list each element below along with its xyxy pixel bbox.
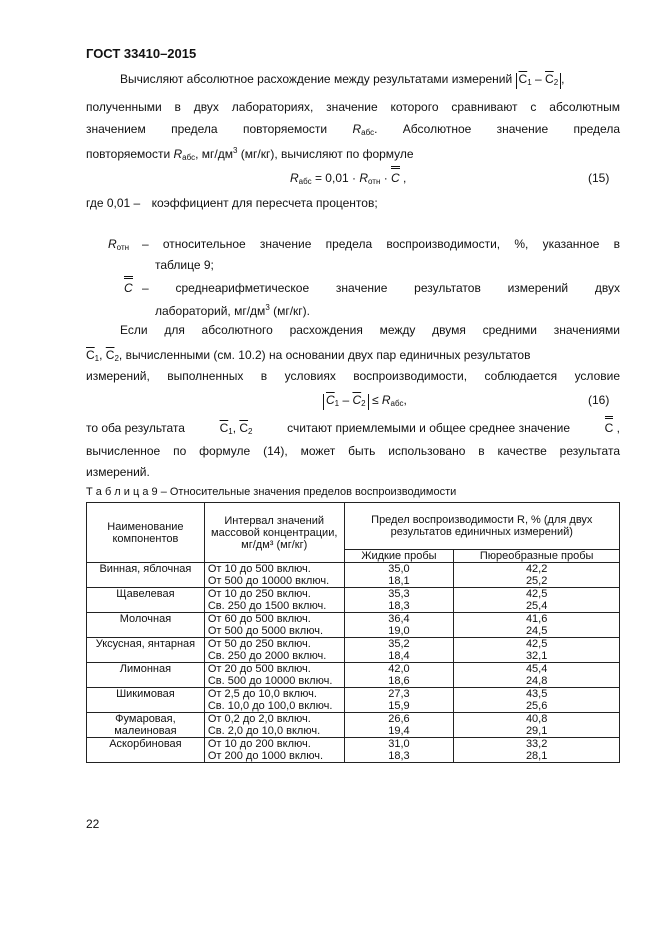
interval-cell: От 10 до 250 включ. xyxy=(204,588,344,601)
r-sub: абс xyxy=(361,128,375,137)
liquid-value-cell: 35,2 xyxy=(344,638,454,651)
table-row xyxy=(87,663,620,676)
r-symbol: R xyxy=(352,122,362,136)
puree-value-cell: 42,5 xyxy=(454,588,620,601)
def-rotn-line2: таблице 9; xyxy=(155,258,214,272)
para2-line3: измерений, выполненных в условиях воспроизводимости, соблюдается условие xyxy=(86,369,620,383)
para1-line1: Вычисляют абсолютное расхождение между результатами измерений $\overline{C}_1 - \overline{C}_2$ , xyxy=(120,72,565,87)
def-rotn-symbol xyxy=(108,237,129,255)
f15-r-sub: отн xyxy=(368,177,381,186)
liquid-value-cell: 19,4 xyxy=(344,725,454,738)
puree-value-cell: 43,5 xyxy=(454,688,620,701)
component-name-cell: Аскорбиновая xyxy=(87,738,205,763)
puree-value-cell: 29,1 xyxy=(454,725,620,738)
component-name-cell: Щавелевая xyxy=(87,588,205,613)
where-line xyxy=(86,196,378,210)
liquid-value-cell: 31,0 xyxy=(344,738,454,751)
liquid-value-cell: 36,4 xyxy=(344,613,454,626)
table-row xyxy=(87,638,620,651)
para1-line2: полученными в двух лабораториях, значение которого сравнивают с абсолютным xyxy=(86,100,620,114)
liquid-value-cell: 15,9 xyxy=(344,700,454,713)
formula-15-number: (15) xyxy=(588,171,610,185)
para3-line1: то оба результата $\overline{C}_1$, $\overline{C}_2$ считают приемлемыми и общее среднее значение C , xyxy=(86,421,620,439)
header-puree: Пюреобразные пробы xyxy=(454,550,620,563)
puree-value-cell: 40,8 xyxy=(454,713,620,726)
interval-cell: От 0,2 до 2,0 включ. xyxy=(204,713,344,726)
c2-bar: $\overline{C}$ xyxy=(545,72,554,86)
rotn-sub: отн xyxy=(116,243,130,252)
liquid-value-cell: 26,6 xyxy=(344,713,454,726)
rotn-sym: R xyxy=(108,237,117,251)
puree-value-cell: 25,4 xyxy=(454,600,620,613)
liquid-value-cell: 19,0 xyxy=(344,625,454,638)
liquid-value-cell: 35,3 xyxy=(344,588,454,601)
liquid-value-cell: 27,3 xyxy=(344,688,454,701)
f16-sub: абс xyxy=(390,399,404,408)
para2-line2: $\overline{C}_1$, $\overline{C}_2$, вычисленными (см. 10.2) на основании двух пар единичных результатов xyxy=(86,348,531,363)
f16-rel: ≤ xyxy=(371,393,379,407)
puree-value-cell: 33,2 xyxy=(454,738,620,751)
table-row xyxy=(87,713,620,726)
table-caption-lead: Т а б л и ц а 9 xyxy=(86,486,158,498)
liquid-value-cell: 18,1 xyxy=(344,575,454,588)
table-row xyxy=(87,563,620,576)
table-row xyxy=(87,613,620,626)
c1-bar: $\overline{C}$ xyxy=(518,72,528,86)
liquid-value-cell: 18,3 xyxy=(344,600,454,613)
header-interval: Интервал значений массовой концентрации, мг/дм³ (мг/кг) xyxy=(204,503,344,563)
puree-value-cell: 24,5 xyxy=(454,625,620,638)
component-name-cell: Молочная xyxy=(87,613,205,638)
interval-cell: От 200 до 1000 включ. xyxy=(204,750,344,763)
puree-value-cell: 25,2 xyxy=(454,575,620,588)
def-cbar-symbol: C xyxy=(124,281,133,295)
def-cbar-line1: – среднеарифметическое значение результатов измерений двух xyxy=(142,281,620,295)
header-liquid: Жидкие пробы xyxy=(344,550,454,563)
liquid-value-cell: 35,0 xyxy=(344,563,454,576)
component-name-cell: Винная, яблочная xyxy=(87,563,205,588)
where-label: где 0,01 – xyxy=(86,196,141,210)
interval-cell: От 20 до 500 включ. xyxy=(204,663,344,676)
para2-line2-text: , вычисленными (см. 10.2) на основании двух пар единичных результатов xyxy=(118,348,531,362)
para1-line4-b: , мг/дм xyxy=(195,147,234,161)
para1-line4: повторяемости $R_{абс}$, $мг/дм^3$ (мг/кг), вычисляют по формуле xyxy=(86,146,414,162)
para3-line3: измерений. xyxy=(86,465,150,479)
para1-line4-c: (мг/кг), вычисляют по формуле xyxy=(237,147,414,161)
puree-value-cell: 32,1 xyxy=(454,650,620,663)
liquid-value-cell: 18,3 xyxy=(344,750,454,763)
interval-cell: Св. 250 до 2000 включ. xyxy=(204,650,344,663)
table-row xyxy=(87,688,620,701)
puree-value-cell: 45,4 xyxy=(454,663,620,676)
puree-value-cell: 41,6 xyxy=(454,613,620,626)
abs-diff-expression: $\overline{C}_1 - \overline{C}_2$ xyxy=(516,73,562,89)
interval-cell: От 10 до 200 включ. xyxy=(204,738,344,751)
cbar-line2-b: (мг/кг). xyxy=(269,304,311,318)
cbar-line2-a: лабораторий, мг/дм xyxy=(155,304,266,318)
where-text: коэффициент для пересчета процентов; xyxy=(151,196,378,210)
liquid-value-cell: 18,4 xyxy=(344,650,454,663)
c-double-bar: C xyxy=(391,171,400,185)
formula-16-number: (16) xyxy=(588,393,610,407)
para1-line3 xyxy=(86,122,620,140)
puree-value-cell: 25,6 xyxy=(454,700,620,713)
para3-line2: вычисленное по формуле (14), может быть использовано в качестве результата xyxy=(86,444,620,458)
def-rotn-line1: – относительное значение предела воспроизводимости, %, указанное в xyxy=(142,237,620,251)
puree-value-cell: 24,8 xyxy=(454,675,620,688)
def-cbar-line2 xyxy=(155,301,310,318)
para1-line4-sup: 3 xyxy=(233,146,238,155)
document-header: ГОСТ 33410–2015 xyxy=(86,46,197,61)
table-row xyxy=(87,588,620,601)
component-name-cell: Лимонная xyxy=(87,663,205,688)
interval-cell: От 10 до 500 включ. xyxy=(204,563,344,576)
interval-cell: Св. 2,0 до 10,0 включ. xyxy=(204,725,344,738)
interval-cell: От 500 до 10000 включ. xyxy=(204,575,344,588)
table-9 xyxy=(86,502,620,763)
liquid-value-cell: 42,0 xyxy=(344,663,454,676)
header-component: Наименование компонентов xyxy=(87,503,205,563)
cbar-sup: 3 xyxy=(265,303,270,312)
para2-line1: Если для абсолютного расхождения между двумя средними значениями xyxy=(120,323,620,337)
interval-cell: От 500 до 5000 включ. xyxy=(204,625,344,638)
component-name-cell: Фумаровая, малеиновая xyxy=(87,713,205,738)
component-name-cell: Уксусная, янтарная xyxy=(87,638,205,663)
header-limit: Предел воспроизводимости R, % (для двух результатов единичных измерений) xyxy=(344,503,619,550)
para1-line4-a: повторяемости xyxy=(86,147,171,161)
interval-cell: Св. 10,0 до 100,0 включ. xyxy=(204,700,344,713)
table-caption-rest: – Относительные значения пределов воспроизводимости xyxy=(157,486,457,498)
puree-value-cell: 42,5 xyxy=(454,638,620,651)
para1-line1-text: Вычисляют абсолютное расхождение между результатами измерений xyxy=(120,72,513,86)
liquid-value-cell: 18,6 xyxy=(344,675,454,688)
page-number: 22 xyxy=(86,817,100,831)
interval-cell: Св. 500 до 10000 включ. xyxy=(204,675,344,688)
interval-cell: Св. 250 до 1500 включ. xyxy=(204,600,344,613)
para3-line1-a: то оба результата xyxy=(86,421,185,435)
table-caption xyxy=(86,486,456,498)
table-row xyxy=(87,738,620,751)
f16-tail: , xyxy=(403,393,407,407)
puree-value-cell: 28,1 xyxy=(454,750,620,763)
interval-cell: От 50 до 250 включ. xyxy=(204,638,344,651)
formula-15: $R_{абс} = 0,01 \cdot R_{отн} \cdot C$ , xyxy=(290,171,407,186)
interval-cell: От 2,5 до 10,0 включ. xyxy=(204,688,344,701)
interval-cell: От 60 до 500 включ. xyxy=(204,613,344,626)
component-name-cell: Шикимовая xyxy=(87,688,205,713)
para3-line1-b: считают приемлемыми и общее среднее значение xyxy=(287,421,571,435)
para1-line3-b: . Абсолютное значение предела xyxy=(374,122,621,136)
f15-lhs-sub: абс xyxy=(298,177,312,186)
formula-16: $\overline{C}_1 - \overline{C}_2 \le R_{абс}$, xyxy=(323,393,407,411)
puree-value-cell: 42,2 xyxy=(454,563,620,576)
para1-line3-a: значением предела повторяемости xyxy=(86,122,328,136)
f15-middle: = 0,01 · xyxy=(314,171,356,185)
